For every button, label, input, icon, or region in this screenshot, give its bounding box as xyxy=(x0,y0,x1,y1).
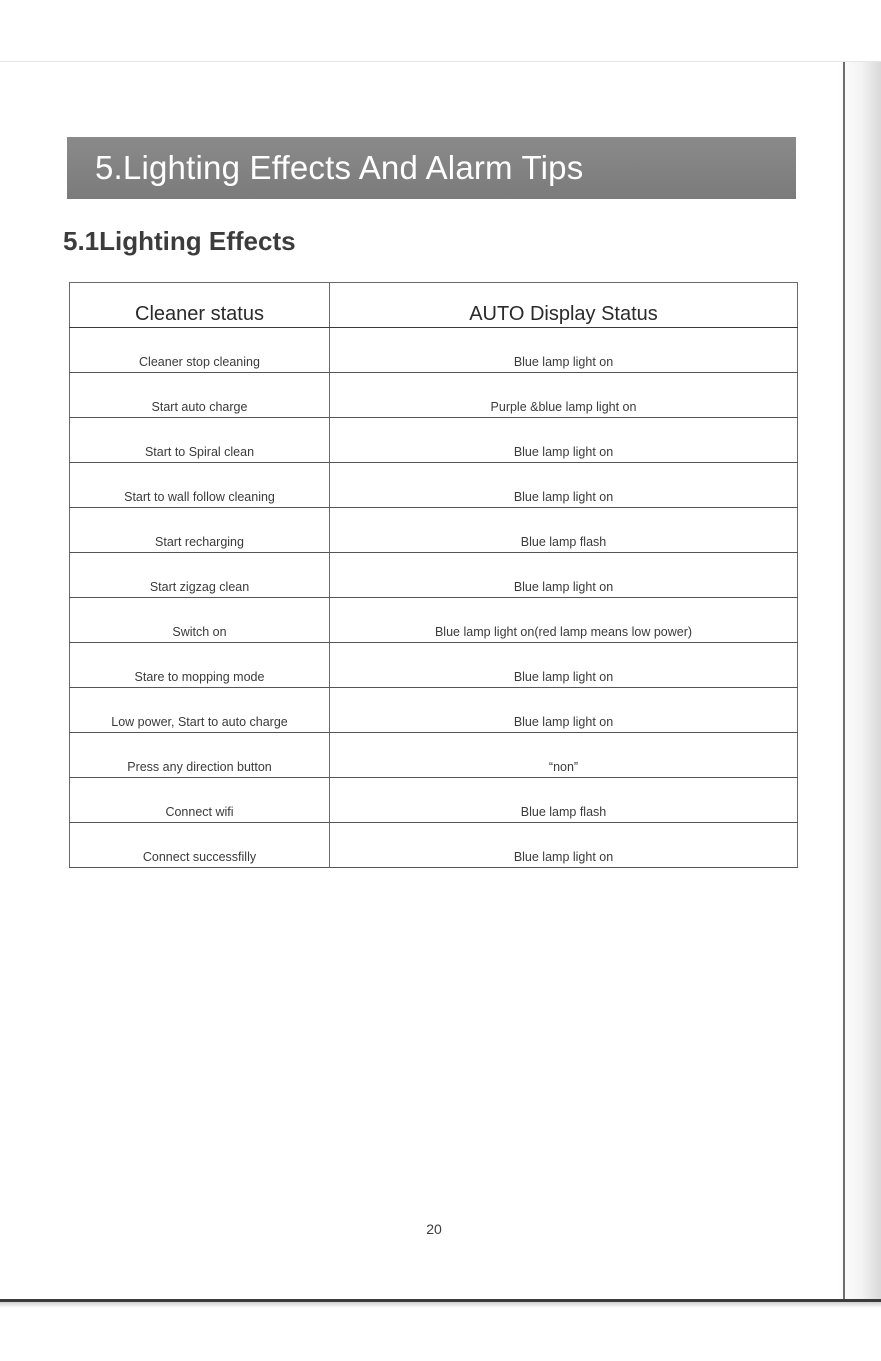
table-row xyxy=(70,463,798,508)
scan-bottom-shadow xyxy=(0,1302,881,1308)
cleaner-status-cell: Start recharging xyxy=(70,508,330,553)
cleaner-status-cell: Start to Spiral clean xyxy=(70,418,330,463)
display-status-cell: Blue lamp light on xyxy=(330,643,798,688)
display-status-cell: Blue lamp light on xyxy=(330,823,798,868)
display-status-cell: Blue lamp light on xyxy=(330,418,798,463)
table-row xyxy=(70,778,798,823)
display-status-cell: “non” xyxy=(330,733,798,778)
table-header-row xyxy=(70,283,798,328)
column-header-cleaner-status: Cleaner status xyxy=(70,283,330,328)
cleaner-status-cell: Low power, Start to auto charge xyxy=(70,688,330,733)
display-status-cell: Blue lamp light on xyxy=(330,328,798,373)
table-row xyxy=(70,373,798,418)
scan-top-edge xyxy=(0,61,881,62)
cleaner-status-cell: Connect wifi xyxy=(70,778,330,823)
cleaner-status-cell: Start zigzag clean xyxy=(70,553,330,598)
table-row xyxy=(70,733,798,778)
cleaner-status-cell: Start auto charge xyxy=(70,373,330,418)
table-row xyxy=(70,598,798,643)
table-row xyxy=(70,418,798,463)
table-row xyxy=(70,643,798,688)
cleaner-status-cell: Connect successfilly xyxy=(70,823,330,868)
display-status-cell: Blue lamp light on xyxy=(330,688,798,733)
section-title: 5.1Lighting Effects xyxy=(63,226,296,256)
display-status-cell: Blue lamp flash xyxy=(330,778,798,823)
column-header-display-status: AUTO Display Status xyxy=(330,283,798,328)
chapter-banner xyxy=(67,137,796,199)
display-status-cell: Blue lamp light on xyxy=(330,463,798,508)
cleaner-status-cell: Stare to mopping mode xyxy=(70,643,330,688)
display-status-cell: Blue lamp light on(red lamp means low power) xyxy=(330,598,798,643)
cleaner-status-cell: Start to wall follow cleaning xyxy=(70,463,330,508)
chapter-title: 5.Lighting Effects And Alarm Tips xyxy=(95,149,584,186)
table-row xyxy=(70,553,798,598)
table-row xyxy=(70,688,798,733)
cleaner-status-cell: Switch on xyxy=(70,598,330,643)
display-status-cell: Blue lamp light on xyxy=(330,553,798,598)
display-status-cell: Purple &blue lamp light on xyxy=(330,373,798,418)
table-row xyxy=(70,328,798,373)
lighting-effects-table xyxy=(69,282,798,868)
display-status-cell: Blue lamp flash xyxy=(330,508,798,553)
page-edge-line xyxy=(843,62,845,1302)
cleaner-status-cell: Press any direction button xyxy=(70,733,330,778)
table-row xyxy=(70,508,798,553)
table-row xyxy=(70,823,798,868)
cleaner-status-cell: Cleaner stop cleaning xyxy=(70,328,330,373)
page-number: 20 xyxy=(426,1221,442,1237)
